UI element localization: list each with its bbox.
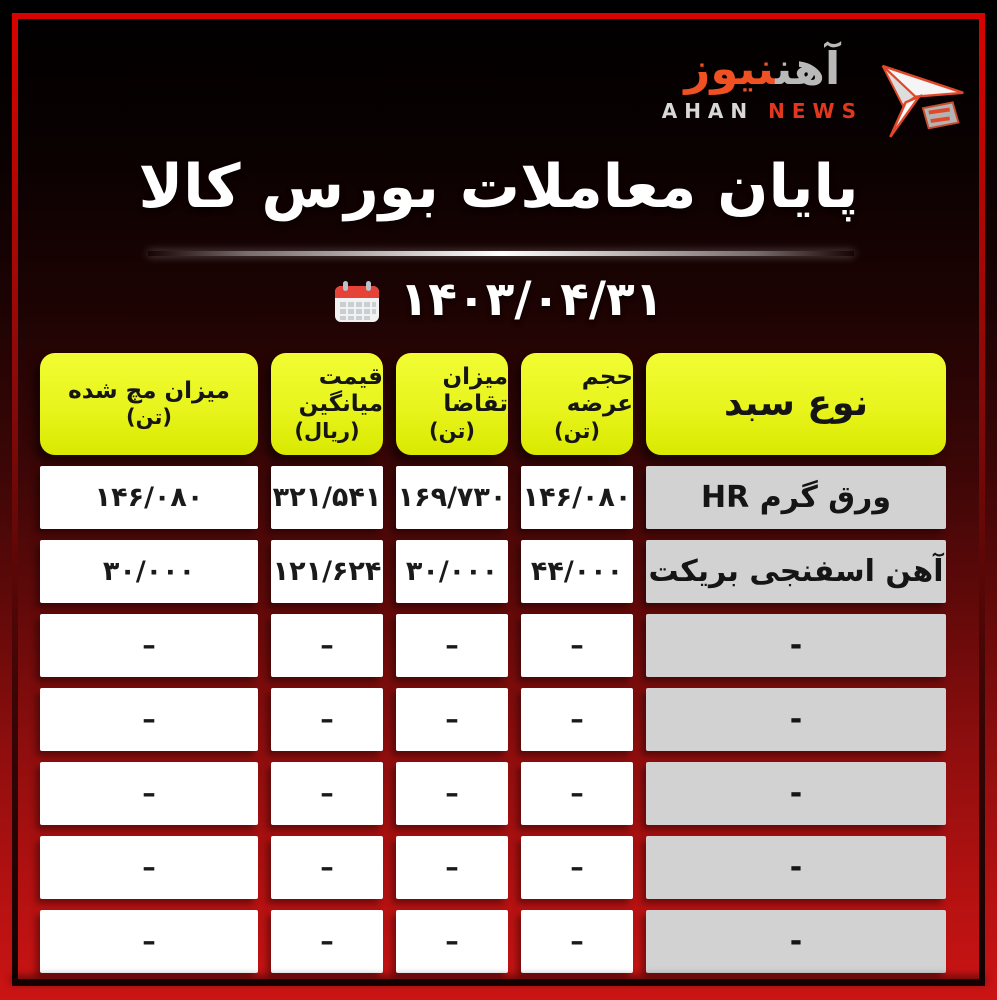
brand-name-latin	[662, 99, 863, 123]
cell-demand-amount: –	[396, 910, 508, 973]
header-cell-average-price	[271, 353, 383, 455]
cell-average-price: ۱۲۱/۶۲۴	[271, 540, 383, 603]
header-cell-matched-amount	[40, 353, 258, 455]
cell-basket-type: -	[646, 688, 946, 751]
cell-average-price: –	[271, 910, 383, 973]
cell-supply-volume: ۱۴۶/۰۸۰	[521, 466, 633, 529]
cell-average-price: –	[271, 688, 383, 751]
title-divider	[148, 251, 854, 256]
cell-matched-amount: –	[40, 762, 258, 825]
brand-name-en-first: AHAN	[661, 99, 755, 123]
cell-basket-type: ورق گرم HR	[646, 466, 946, 529]
header-label: میزان تقاضا	[442, 363, 508, 418]
cell-basket-type: -	[646, 614, 946, 677]
cell-average-price: –	[271, 614, 383, 677]
cell-demand-amount: –	[396, 688, 508, 751]
header-label: نوع سبد	[723, 383, 869, 425]
brand-logo	[662, 34, 969, 142]
cell-demand-amount: –	[396, 836, 508, 899]
cell-demand-amount: –	[396, 614, 508, 677]
header-unit: (تن)	[429, 419, 475, 443]
cell-average-price: ۳۲۱/۵۴۱	[271, 466, 383, 529]
cell-matched-amount: ۱۴۶/۰۸۰	[40, 466, 258, 529]
date-text: ۱۴۰۳/۰۴/۳۱	[399, 272, 664, 327]
cell-basket-type: -	[646, 762, 946, 825]
cell-average-price: –	[271, 762, 383, 825]
brand-name-persian	[684, 42, 841, 95]
data-table	[40, 353, 946, 973]
cell-basket-type: -	[646, 910, 946, 973]
header-cell-basket-type	[646, 353, 946, 455]
cell-average-price: –	[271, 836, 383, 899]
header-cell-demand-amount	[396, 353, 508, 455]
header-unit: (تن)	[554, 419, 600, 443]
cell-demand-amount: –	[396, 762, 508, 825]
header-cell-supply-volume	[521, 353, 633, 455]
cell-supply-volume: ۴۴/۰۰۰	[521, 540, 633, 603]
cell-supply-volume: –	[521, 910, 633, 973]
paper-plane-icon	[873, 34, 969, 142]
frame-bottom-line	[12, 979, 985, 986]
date-row	[0, 272, 997, 327]
frame-left-line	[12, 13, 18, 986]
calendar-icon	[334, 280, 380, 324]
cell-basket-type: -	[646, 836, 946, 899]
cell-matched-amount: –	[40, 836, 258, 899]
frame-right-line	[979, 13, 985, 986]
cell-supply-volume: –	[521, 762, 633, 825]
header-unit: (تن)	[126, 405, 172, 430]
header-label: قیمت میانگین	[298, 363, 383, 418]
cell-matched-amount: –	[40, 688, 258, 751]
brand-name-fa-first: آهن	[775, 42, 841, 95]
cell-matched-amount: –	[40, 910, 258, 973]
cell-demand-amount: ۱۶۹/۷۳۰	[396, 466, 508, 529]
cell-supply-volume: –	[521, 688, 633, 751]
brand-logo-text	[661, 42, 863, 123]
cell-supply-volume: –	[521, 614, 633, 677]
cell-matched-amount: ۳۰/۰۰۰	[40, 540, 258, 603]
header-unit: (ریال)	[294, 419, 360, 443]
header-label: میزان مچ شده	[68, 377, 230, 404]
cell-supply-volume: –	[521, 836, 633, 899]
brand-name-fa-second: نیوز	[684, 42, 776, 95]
cell-matched-amount: –	[40, 614, 258, 677]
brand-name-en-second: NEWS	[768, 99, 863, 123]
page-title: پایان معاملات بورس کالا	[138, 152, 859, 222]
frame-top-line	[12, 13, 985, 19]
cell-basket-type: آهن اسفنجی بریکت	[646, 540, 946, 603]
header-label: حجم عرضه	[566, 363, 633, 418]
cell-demand-amount: ۳۰/۰۰۰	[396, 540, 508, 603]
